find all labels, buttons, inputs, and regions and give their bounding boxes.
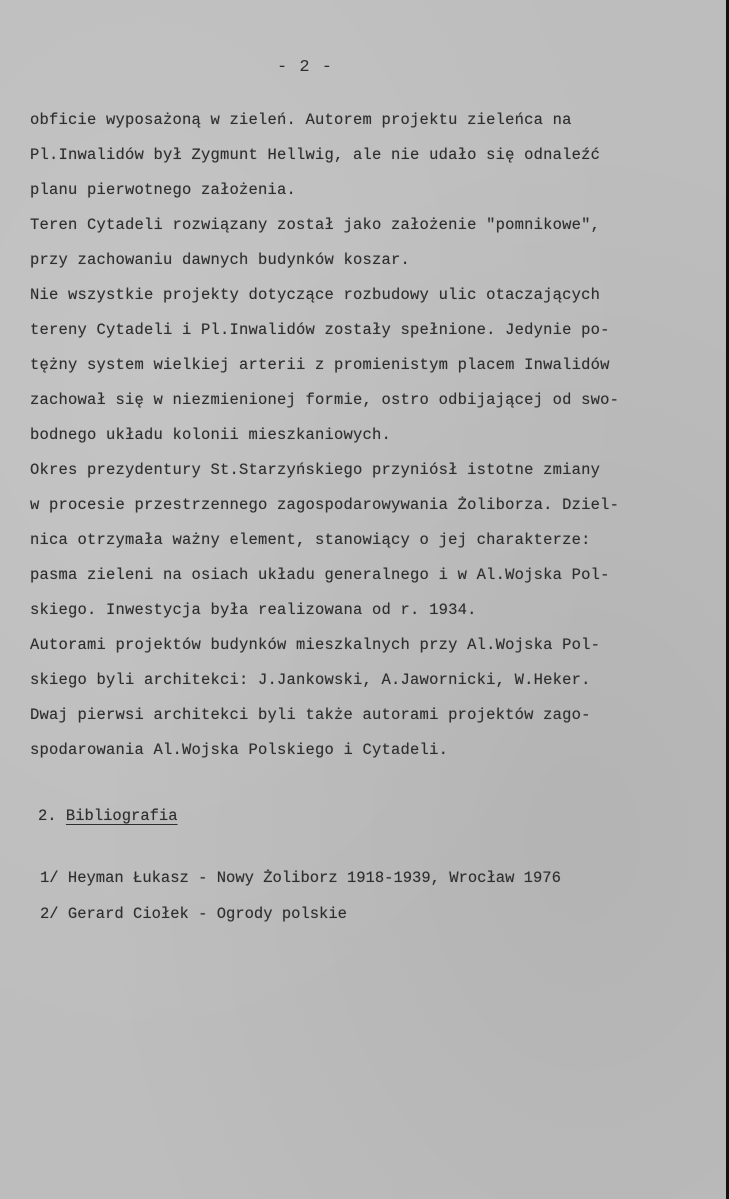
text-line: Autorami projektów budynków mieszkalnych przy Al.Wojska Pol-	[30, 636, 601, 654]
text-line: spodarowania Al.Wojska Polskiego i Cytadeli.	[30, 741, 449, 759]
bibliography-item: 1/ Heyman Łukasz - Nowy Żoliborz 1918-1939, Wrocław 1976	[40, 869, 561, 887]
text-line: nica otrzymała ważny element, stanowiący o jej charakterze:	[30, 531, 591, 549]
section-heading	[38, 801, 178, 831]
text-line: Nie wszystkie projekty dotyczące rozbudowy ulic otaczających	[30, 286, 601, 304]
page-number: - 2 -	[276, 58, 333, 77]
text-line: skiego. Inwestycja była realizowana od r. 1934.	[30, 601, 477, 619]
text-line: przy zachowaniu dawnych budynków koszar.	[30, 251, 411, 269]
text-line: tereny Cytadeli i Pl.Inwalidów zostały spełnione. Jedynie po-	[30, 321, 610, 339]
text-line: planu pierwotnego założenia.	[30, 181, 297, 199]
bibliography-list	[40, 860, 561, 932]
text-line: skiego byli architekci: J.Jankowski, A.Jawornicki, W.Heker.	[30, 671, 591, 689]
text-line: Okres prezydentury St.Starzyńskiego przyniósł istotne zmiany	[30, 461, 601, 479]
text-line: w procesie przestrzennego zagospodarowywania Żoliborza. Dziel-	[30, 496, 620, 514]
text-line: Teren Cytadeli rozwiązany został jako założenie "pomnikowe",	[30, 216, 601, 234]
body-text	[30, 103, 700, 768]
text-line: pasma zieleni na osiach układu generalnego i w Al.Wojska Pol-	[30, 566, 610, 584]
text-line: Dwaj pierwsi architekci byli także autorami projektów zago-	[30, 706, 591, 724]
section-number: 2.	[38, 807, 57, 825]
text-line: obficie wyposażoną w zieleń. Autorem projektu zieleńca na	[30, 111, 572, 129]
text-line: zachował się w niezmienionej formie, ostro odbijającej od swo-	[30, 391, 620, 409]
text-line: tężny system wielkiej arterii z promienistym placem Inwalidów	[30, 356, 610, 374]
bibliography-item: 2/ Gerard Ciołek - Ogrody polskie	[40, 905, 347, 923]
text-line: Pl.Inwalidów był Zygmunt Hellwig, ale nie udało się odnaleźć	[30, 146, 601, 164]
section-title: Bibliografia	[65, 807, 178, 825]
text-line: bodnego układu kolonii mieszkaniowych.	[30, 426, 392, 444]
